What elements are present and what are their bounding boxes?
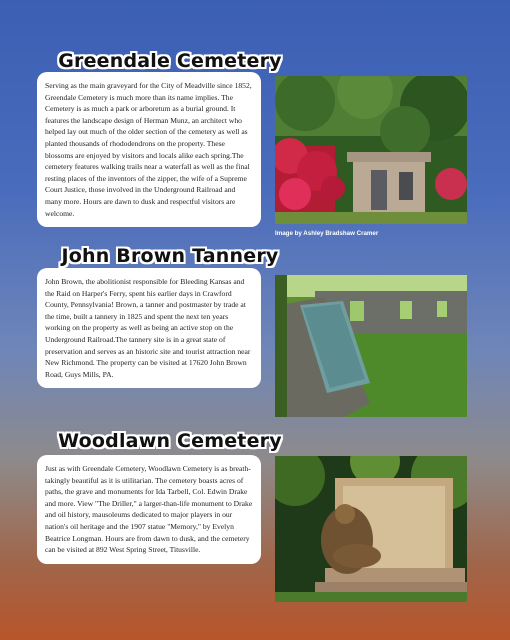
section-title-greendale: Greendale Cemetery <box>58 50 282 72</box>
section-body-john-brown: John Brown, the abolitionist responsible for Bleeding Kansas and the Raid on Harper's Ferry, spent his earlier days in Crawford County, Pennsylvania! Brown, a tanner and postmaster by trade at the time, built a tannery in 1825 and spent the next ten years working on the property as well as being an active stop on the Underground Railroad.The tannery site is in a great state of preservation and serves as an historic site and tourist attraction near New Richmond. The property can be visited at 17620 John Brown Road, Guys Mills, PA. <box>37 268 261 388</box>
section-title-john-brown: John Brown Tannery <box>61 245 279 267</box>
greendale-photo <box>275 76 467 224</box>
section-title-woodlawn: Woodlawn Cemetery <box>58 430 282 452</box>
photo-credit: Image by Ashley Bradshaw Cramer <box>275 230 379 237</box>
section-body-greendale: Serving as the main graveyard for the City of Meadville since 1852, Greendale Cemetery is much more than its name implies. The Cemetery is as much a park or arboretum as a burial ground. It features the landscape design of Herman Munz, an architect who helped lay out much of the older section of the cemetery as well as planted thousands of rhododendrons on the property. These blossoms are enjoyed by visitors and locals alike each spring.The cemetery features walking trails near a waterfall as well as the final resting places of the inventors of the zipper, the wife of a Supreme Court Justice, those involved in the Underground Railroad and many more. Hours are dawn to dusk and respectful visitors are welcome. <box>37 72 261 227</box>
section-body-woodlawn: Just as with Greendale Cemetery, Woodlawn Cemetery is as breath-takingly beautiful as it is utilitarian. The cemetery boasts acres of paths, the grave and monuments for Ida Tarbell, Col. Edwin Drake and more. View "The Driller," a larger-than-life monument to Drake and oil history, mausoleums dedicated to major players in our nation's oil heritage and the 1907 statue "Memory," by Evelyn Beatrice Longman. Hours are from dawn to dusk, and the cemetery can be visited at 892 West Spring Street, Titusville. <box>37 455 261 564</box>
woodlawn-photo <box>275 456 467 602</box>
tannery-photo <box>275 275 467 417</box>
